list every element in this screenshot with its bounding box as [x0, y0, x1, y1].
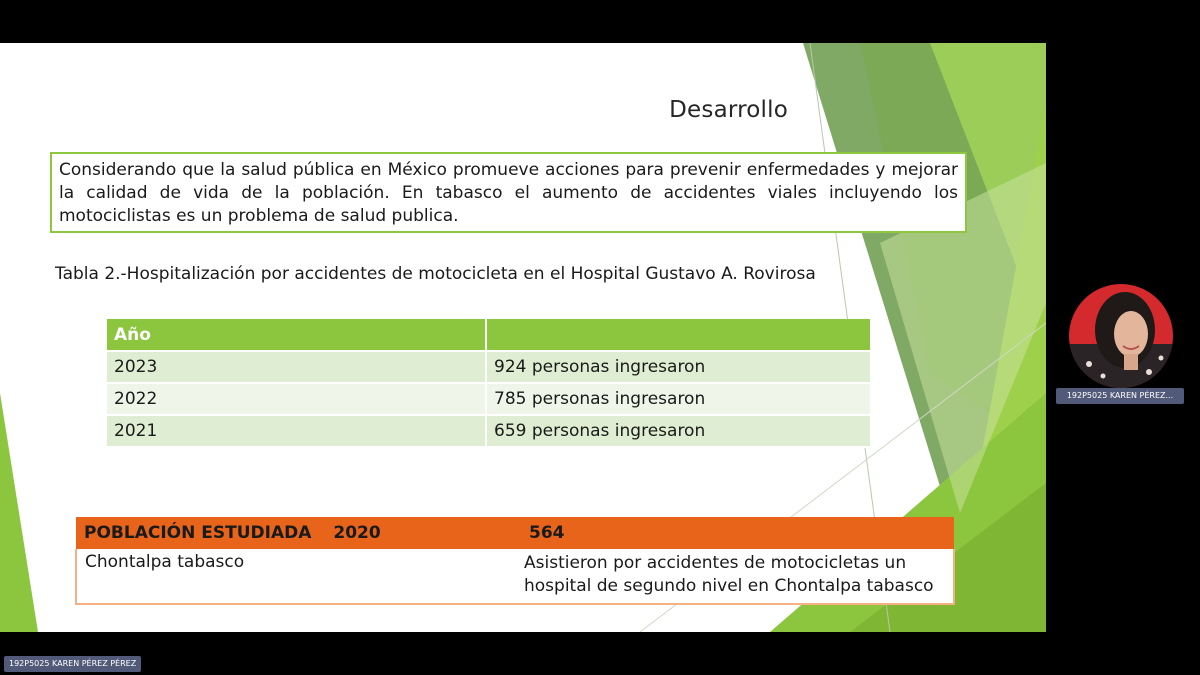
- header-value: [486, 319, 871, 351]
- intro-text-box: Considerando que la salud pública en México promueve acciones para prevenir enfermedades y mejorar la calidad de vida de la población. En tabasco el aumento de accidentes viales incluyendo los motociclistas es un problema de salud publica.: [50, 152, 967, 233]
- self-name-label: 192P5025 KAREN PÉREZ PÉREZ: [4, 656, 141, 672]
- table-header-row: [107, 319, 871, 351]
- population-count: 564: [516, 517, 954, 549]
- hospitalization-table: [107, 319, 872, 448]
- participant-video-tile[interactable]: [1069, 284, 1173, 388]
- population-header-left: [76, 517, 516, 549]
- row-year: 2021: [107, 415, 486, 447]
- presentation-slide: [0, 43, 1046, 632]
- row-year: 2022: [107, 383, 486, 415]
- population-label: POBLACIÓN ESTUDIADA: [84, 523, 312, 543]
- table-row: [107, 383, 871, 415]
- row-value: 785 personas ingresaron: [486, 383, 871, 415]
- row-value: 659 personas ingresaron: [486, 415, 871, 447]
- row-value: 924 personas ingresaron: [486, 351, 871, 383]
- population-body-row: [76, 549, 954, 604]
- table-row: [107, 351, 871, 383]
- participant-avatar: [1069, 284, 1173, 388]
- table-row: [107, 415, 871, 447]
- population-place: Chontalpa tabasco: [76, 549, 516, 604]
- population-description: Asistieron por accidentes de motocicletas un hospital de segundo nivel en Chontalpa tabasco: [516, 549, 954, 604]
- slide-title: Desarrollo: [669, 97, 788, 123]
- participant-name-label: 192P5025 KAREN PÉREZ...: [1056, 388, 1184, 404]
- population-year: 2020: [333, 523, 381, 543]
- header-year: Año: [107, 319, 486, 351]
- table-caption: Tabla 2.-Hospitalización por accidentes de motocicleta en el Hospital Gustavo A. Rovirosa: [55, 264, 816, 284]
- population-header-row: [76, 517, 954, 549]
- row-year: 2023: [107, 351, 486, 383]
- population-table: [75, 517, 955, 605]
